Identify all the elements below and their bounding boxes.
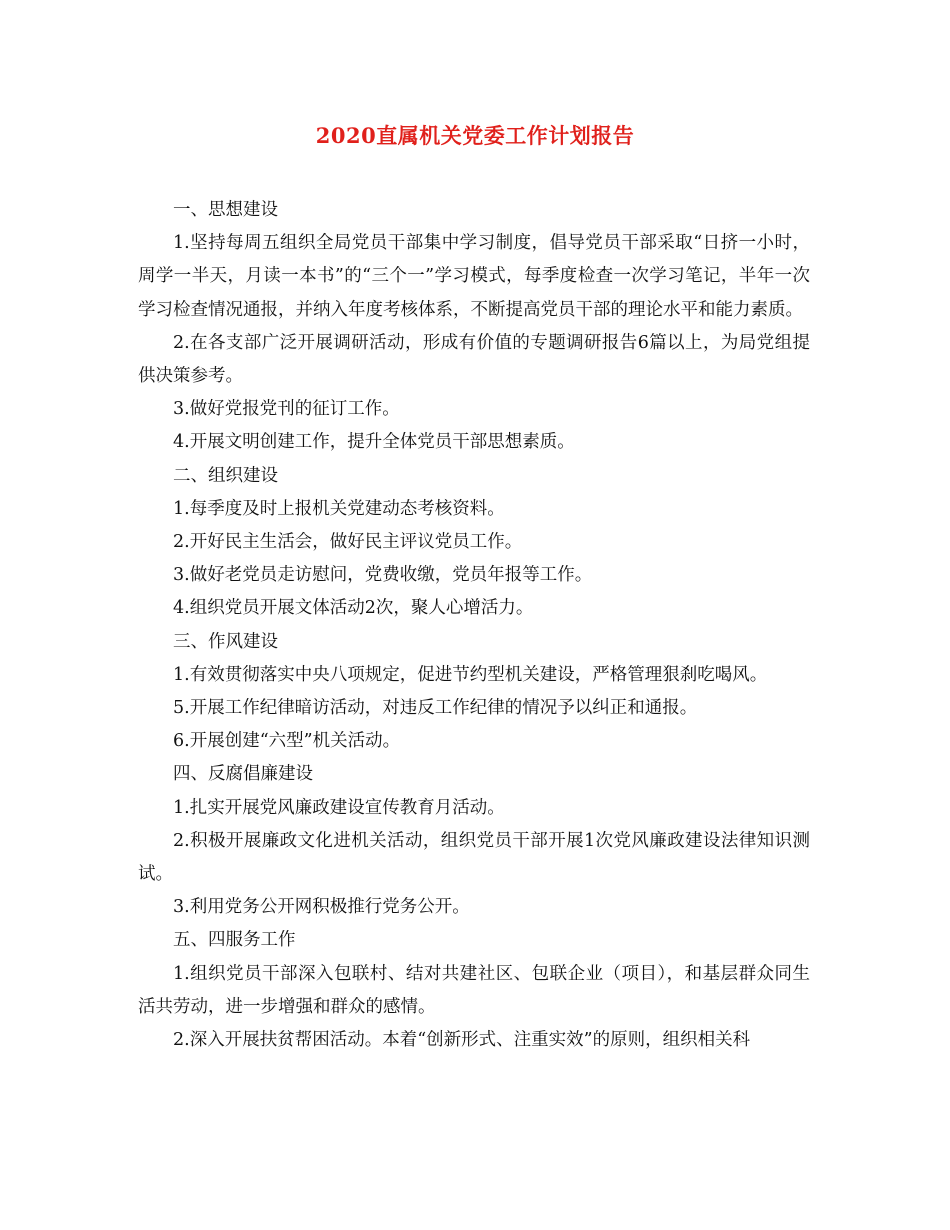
document-title: 2020直属机关党委工作计划报告 <box>315 123 635 148</box>
paragraph: 2.深入开展扶贫帮困活动。本着“创新形式、注重实效”的原则，组织相关科 <box>173 1030 751 1051</box>
section-heading-1: 一、思想建设 <box>173 200 278 220</box>
paragraph: 2.开好民主生活会，做好民主评议党员工作。 <box>173 532 523 553</box>
paragraph: 5.开展工作纪律暗访活动，对违反工作纪律的情况予以纠正和通报。 <box>173 698 698 719</box>
paragraph: 3.做好老党员走访慰问，党费收缴，党员年报等工作。 <box>173 565 593 586</box>
paragraph: 3.利用党务公开网积极推行党务公开。 <box>173 897 470 918</box>
paragraph: 6.开展创建“六型”机关活动。 <box>173 731 401 752</box>
paragraph: 1.组织党员干部深入包联村、结对共建社区、包联企业（项目），和基层群众同生活共劳动，进一步增强和群众的感情。 <box>138 963 810 1017</box>
paragraph: 1.扎实开展党风廉政建设宣传教育月活动。 <box>173 797 505 818</box>
paragraph: 1.坚持每周五组织全局党员干部集中学习制度，倡导党员干部采取“日挤一小时，周学一半天，月读一本书”的“三个一”学习模式，每季度检查一次学习笔记，半年一次学习检查情况通报，并纳入年度考核体系，不断提高党员干部的理论水平和能力素质。 <box>138 233 810 320</box>
paragraph: 3.做好党报党刊的征订工作。 <box>173 399 400 420</box>
paragraph: 2.积极开展廉政文化进机关活动，组织党员干部开展1次党风廉政建设法律知识测试。 <box>138 830 810 885</box>
section-heading-3: 三、作风建设 <box>173 631 278 652</box>
paragraph: 2.在各支部广泛开展调研活动，形成有价值的专题调研报告6篇以上，为局党组提供决策参考。 <box>138 332 810 387</box>
paragraph: 4.组织党员开展文体活动2次，聚人心增活力。 <box>173 598 534 619</box>
section-heading-2: 二、组织建设 <box>173 465 278 486</box>
paragraph: 4.开展文明创建工作，提升全体党员干部思想素质。 <box>173 432 575 453</box>
section-heading-5: 五、四服务工作 <box>173 930 296 951</box>
paragraph: 1.每季度及时上报机关党建动态考核资料。 <box>173 498 505 519</box>
paragraph: 1.有效贯彻落实中央八项规定，促进节约型机关建设，严格管理狠刹吃喝风。 <box>173 664 768 685</box>
document-body <box>138 194 810 1057</box>
section-heading-4: 四、反腐倡廉建设 <box>173 764 313 785</box>
